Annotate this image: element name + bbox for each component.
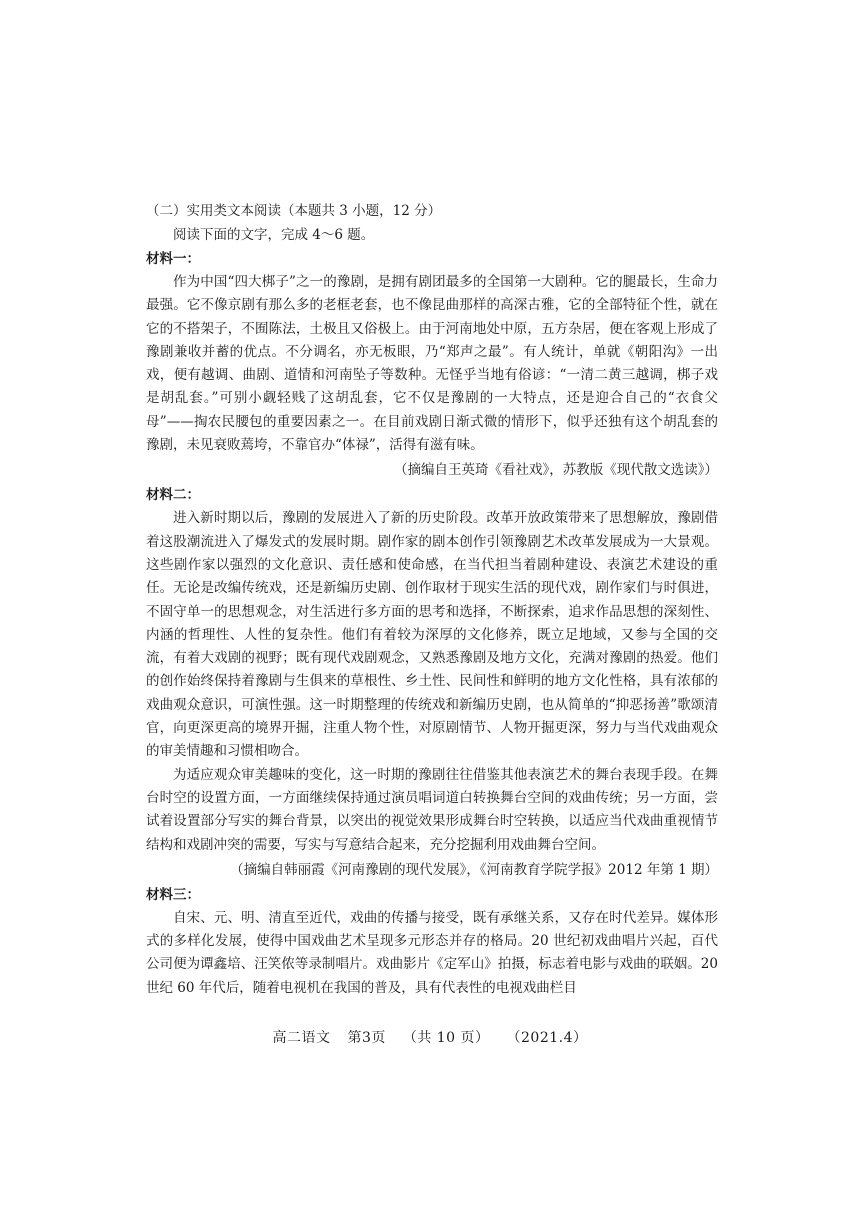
material-2-heading: 材料二： [146, 487, 200, 504]
material-2-source: （摘编自韩丽霞《河南豫剧的现代发展》，《河南教育学院学报》2012 年第 1 期） [230, 861, 718, 878]
page-footer [0, 1027, 860, 1047]
material-2 [146, 483, 718, 882]
footer-page-number: 第3页 [347, 1030, 386, 1046]
footer-subject: 高二语文 [272, 1030, 331, 1046]
material-3-paragraph-1: 自宋、元、明、清直至近代，戏曲的传播与接受，既有承继关系，又存在时代差异。媒体形式的多样化发展，使得中国戏曲艺术呈现多元形态并存的格局。20 世纪初戏曲唱片兴起，百代公司便为谭鑫培、汪笑侬等录制唱片。戏曲影片《定军山》拍摄，标志着电影与戏曲的联姻。20 世纪 60 年代后，随着电视机在我国的普及，具有代表性的电视戏曲栏目 [146, 909, 718, 996]
material-1-heading: 材料一： [146, 251, 200, 267]
instruction: 阅读下面的文字，完成 4～6 题。 [173, 227, 375, 243]
material-3 [146, 883, 718, 1000]
section-title: （二）实用类文本阅读（本题共 3 小题，12 分） [146, 203, 442, 219]
footer-date: （2021.4） [506, 1030, 588, 1046]
material-1-paragraph-1: 作为中国“四大梆子”之一的豫剧，是拥有剧团最多的全国第一大剧种。它的腿最长，生命力最强。它不像京剧有那么多的老框老套，也不像昆曲那样的高深古雅，它的全部特征个性，就在它的不搭架子，不囿陈法，土极且又俗极上。由于河南地处中原，五方杂居，便在客观上形成了豫剧兼收并蓄的优点。不分调名，亦无板眼，乃“郑声之最”。有人统计，单就《朝阳沟》一出戏，便有越调、曲剧、道情和河南坠子等数种。无怪乎当地有俗谚：“一清二黄三越调，梆子戏是胡乱套。”可别小觑轻贱了这胡乱套，它不仅是豫剧的一大特点，还是迎合自己的“衣食父母”——掏农民腰包的重要因素之一。在目前戏剧日渐式微的情形下，似乎还独有这个胡乱套的豫剧，未见衰败蔫垮，不靠官办“体禄”，活得有滋有味。 [146, 274, 718, 454]
reading-section [146, 199, 718, 1000]
material-3-heading: 材料三： [146, 886, 200, 903]
material-2-paragraph-1: 进入新时期以后，豫剧的发展进入了新的历史阶段。改革开放政策带来了思想解放，豫剧借着这股潮流进入了爆发式的发展时期。剧作家的剧本创作引领豫剧艺术改革发展成为一大景观。这些剧作家以强烈的文化意识、责任感和使命感，在当代担当着剧种建设、表演艺术建设的重任。无论是改编传统戏，还是新编历史剧、创作取材于现实生活的现代戏，剧作家们与时俱进，不固守单一的思想观念，对生活进行多方面的思考和选择，不断探索，追求作品思想的深刻性、内涵的哲理性、人性的复杂性。他们有着较为深厚的文化修养，既立足地域，又参与全国的交流，有着大戏剧的视野；既有现代戏剧观念，又熟悉豫剧及地方文化，充满对豫剧的热爱。他们的创作始终保持着豫剧与生俱来的草根性、乡土性、民间性和鲜明的地方文化性格，具有浓郁的戏曲观众意识，可演性强。这一时期整理的传统戏和新编历史剧，也从简单的“抑恶扬善”歌颂清官，向更深更高的境界开掘，注重人物个性，对原剧情节、人物开掘更深，努力与当代戏曲观众的审美情趣和习惯相吻合。 [146, 510, 718, 760]
footer-total-pages: （共 10 页） [402, 1030, 490, 1046]
material-1 [146, 247, 718, 483]
material-1-source: （摘编自王英琦《看社戏》，苏教版《现代散文选读》） [394, 462, 718, 479]
material-2-paragraph-2: 为适应观众审美趣味的变化，这一时期的豫剧往往借鉴其他表演艺术的舞台表现手段。在舞台时空的设置方面，一方面继续保持通过演员唱词道白转换舞台空间的戏曲传统；另一方面，尝试着设置部分写实的舞台背景，以突出的视觉效果形成舞台时空转换，以适应当代戏曲重视情节结构和戏剧冲突的需要，写实与写意结合起来，充分挖掘利用戏曲舞台空间。 [146, 766, 718, 853]
